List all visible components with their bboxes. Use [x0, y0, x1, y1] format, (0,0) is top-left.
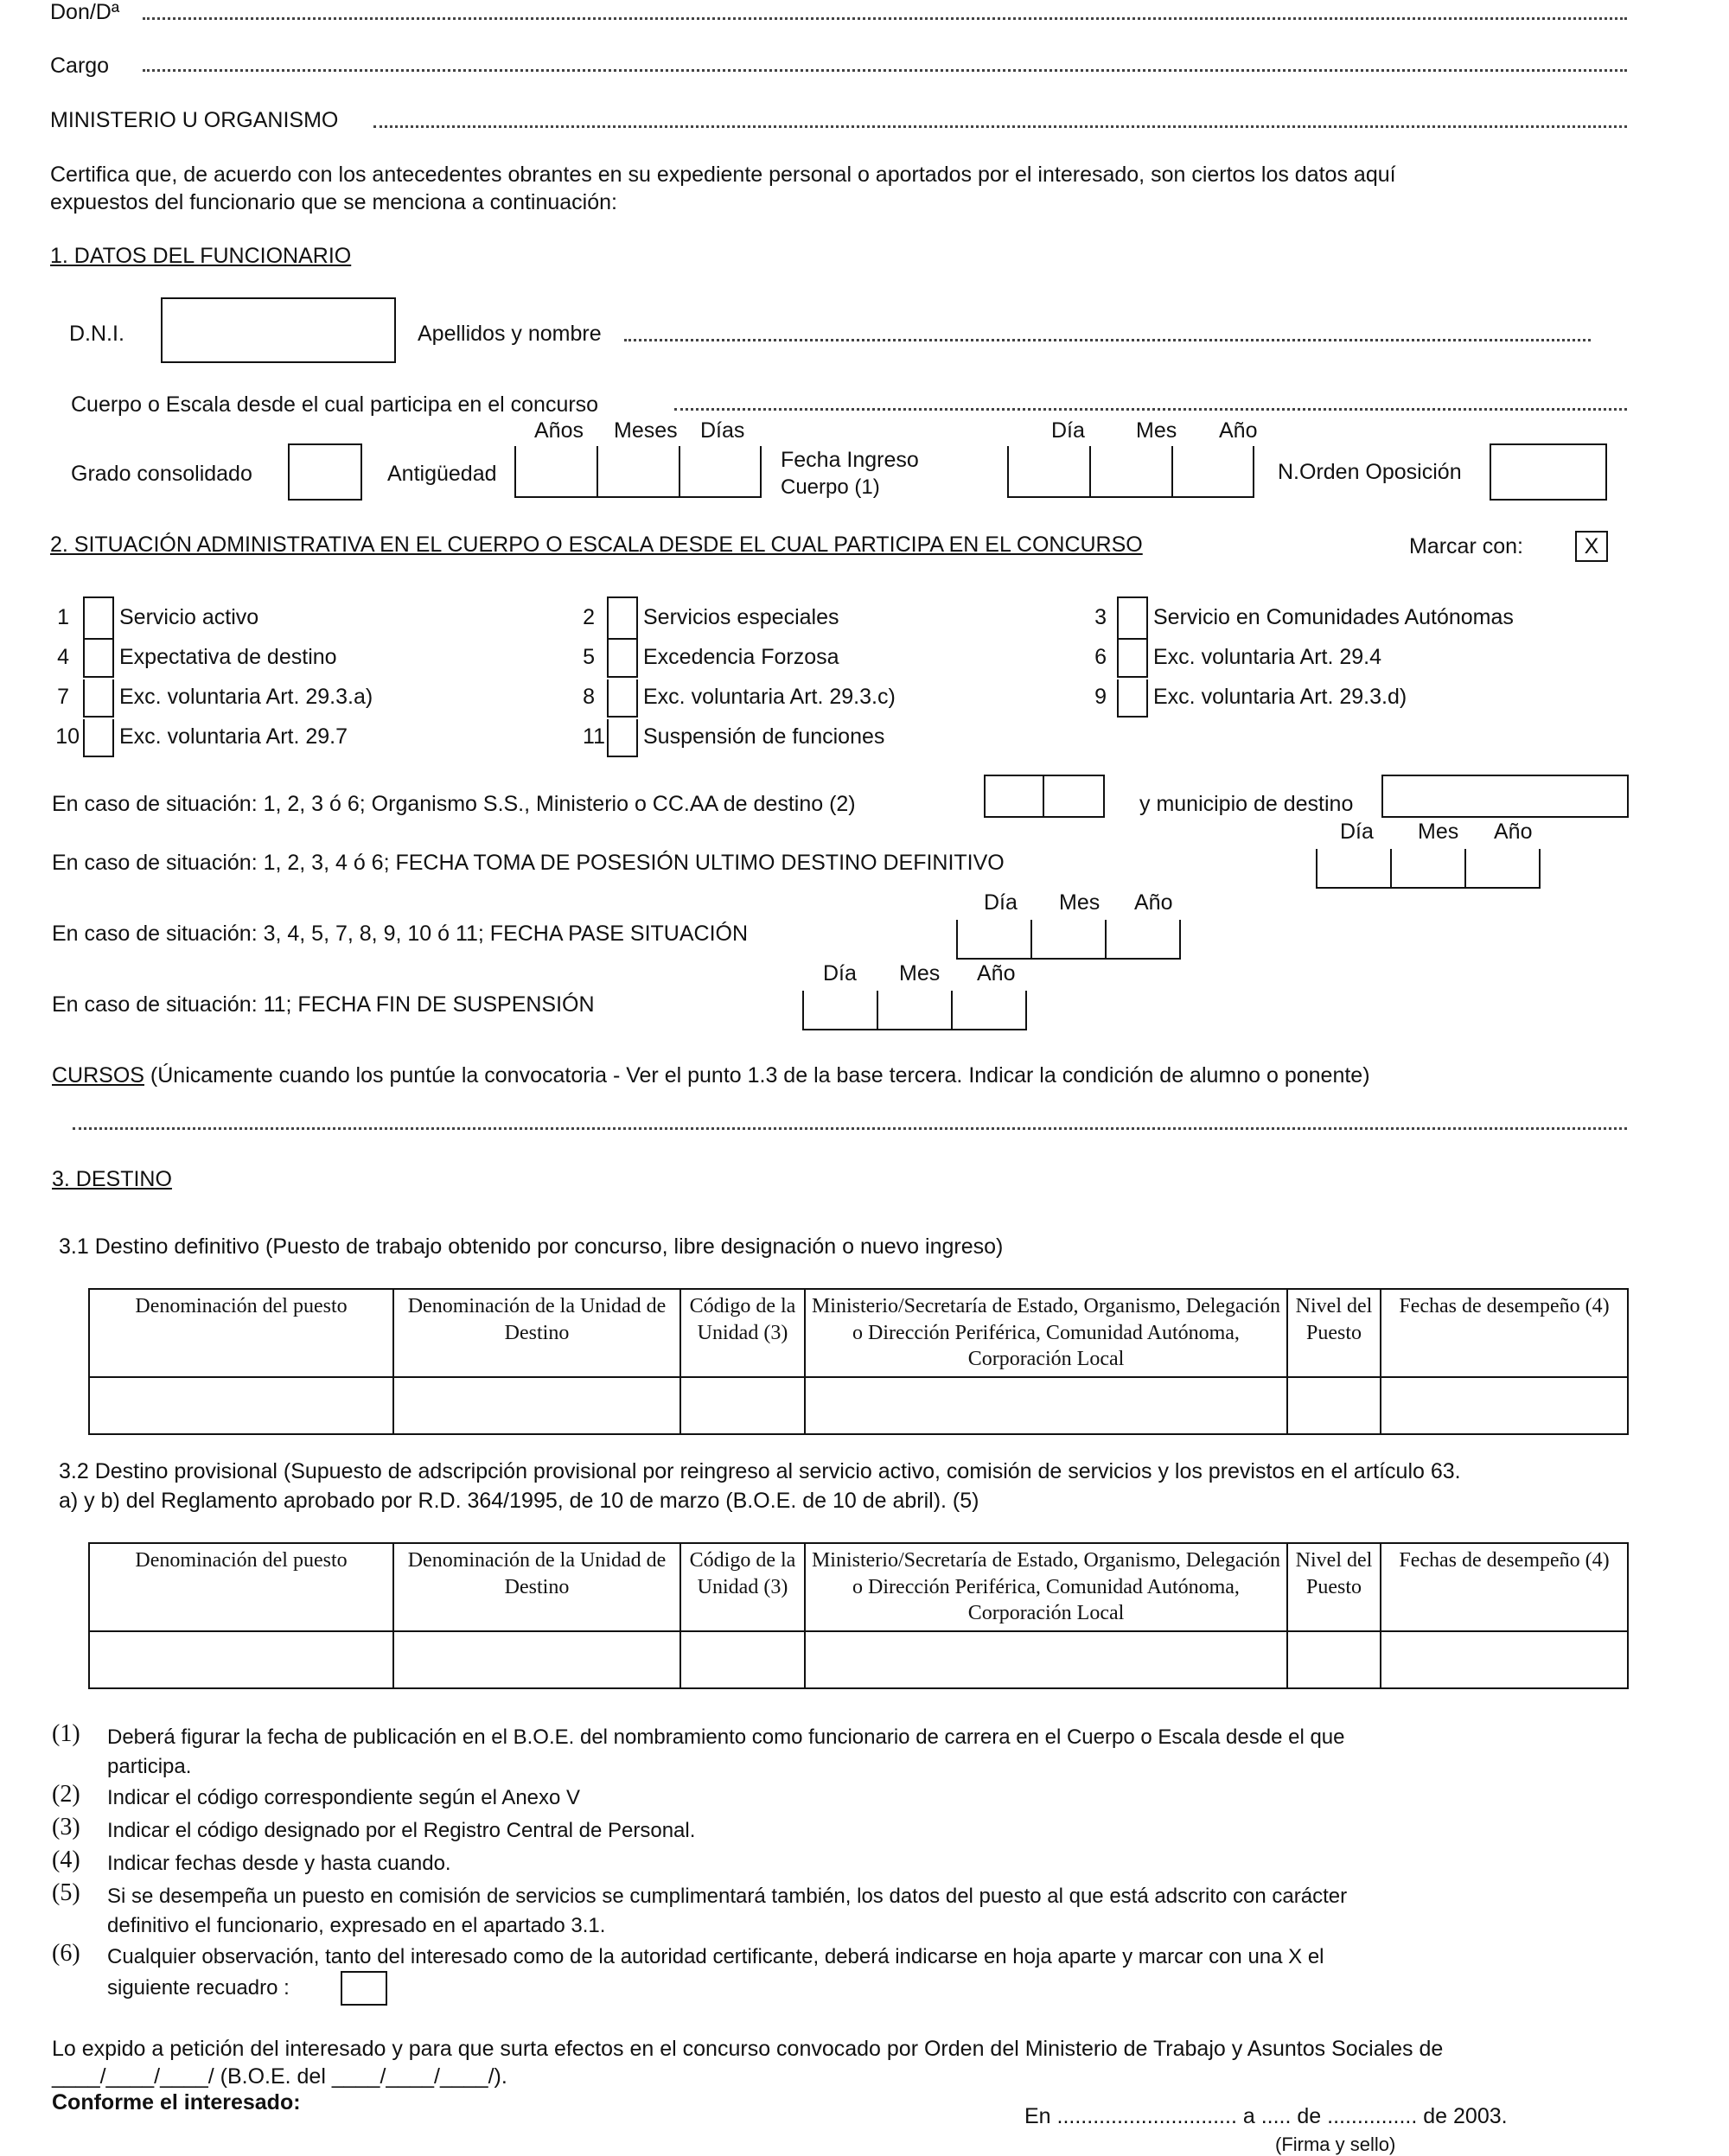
observacion-checkbox[interactable] [341, 1971, 387, 2006]
cuerpo-field[interactable] [674, 408, 1627, 411]
fecha-col-mes: Mes [1136, 418, 1177, 443]
closing-line1: Lo expido a petición del interesado y para que surta efectos en el concurso convocado por Orden del Ministerio de Trabajo y Asuntos Sociales de [52, 2037, 1444, 2061]
th-fechas-desempeno: Fechas de desempeño (4) [1381, 1289, 1628, 1377]
antiguedad-col-meses: Meses [614, 418, 678, 443]
destino-definitivo-table [88, 1288, 1629, 1435]
municipio-box[interactable] [1381, 775, 1629, 818]
footnote-6-line2: siguiente recuadro : [107, 1976, 290, 2000]
footnote-num-6: (6) [52, 1940, 80, 1967]
footnote-5-line2: definitivo el funcionario, expresado en el apartado 3.1. [107, 1914, 606, 1937]
option-num-5: 5 [583, 645, 595, 669]
checkbox-9[interactable] [1117, 679, 1148, 718]
cursos-line [52, 1063, 1370, 1088]
checkbox-4[interactable] [83, 640, 114, 678]
closing-line2: ____/____/____/ (B.O.E. del ____/____/____/). [52, 2064, 507, 2089]
cargo-label: Cargo [50, 54, 110, 78]
table-header-row [89, 1543, 1628, 1631]
organismo-code-box[interactable] [984, 775, 1105, 818]
checkbox-3[interactable] [1117, 596, 1148, 640]
option-label-4: Expectativa de destino [119, 645, 337, 669]
th-codigo-unidad: Código de la Unidad (3) [680, 1543, 805, 1631]
th-ministerio: Ministerio/Secretaría de Estado, Organismo, Delegación o Dirección Periférica, Comunidad Autónoma, Corporación Local [805, 1289, 1287, 1377]
caso1-label: En caso de situación: 1, 2, 3 ó 6; Organismo S.S., Ministerio o CC.AA de destino (2) [52, 792, 856, 816]
option-num-9: 9 [1094, 685, 1107, 709]
caso2-col-mes: Mes [1418, 820, 1459, 844]
th-unidad-destino: Denominación de la Unidad de Destino [393, 1289, 680, 1377]
cursos-text: (Únicamente cuando los puntúe la convocatoria - Ver el punto 1.3 de la base tercera. Indicar la condición de alumno o ponente) [144, 1063, 1370, 1088]
option-num-1: 1 [57, 605, 69, 629]
option-label-10: Exc. voluntaria Art. 29.7 [119, 724, 348, 749]
option-label-9: Exc. voluntaria Art. 29.3.d) [1153, 685, 1407, 709]
footnote-2-line1: Indicar el código correspondiente según el Anexo V [107, 1786, 581, 1809]
option-label-8: Exc. voluntaria Art. 29.3.c) [643, 685, 896, 709]
option-num-6: 6 [1094, 645, 1107, 669]
marcar-label: Marcar con: [1409, 534, 1523, 558]
fecha-col-dia: Día [1051, 418, 1085, 443]
fecha-ingreso-line2: Cuerpo (1) [781, 475, 880, 499]
checkbox-5[interactable] [607, 640, 638, 678]
caso3-date-boxes[interactable] [956, 920, 1181, 960]
option-num-3: 3 [1094, 605, 1107, 629]
orden-label: N.Orden Oposición [1278, 460, 1462, 484]
antiguedad-boxes[interactable] [514, 446, 762, 498]
apellidos-field[interactable] [624, 339, 1591, 341]
option-label-1: Servicio activo [119, 605, 259, 629]
th-denominacion-puesto: Denominación del puesto [89, 1543, 393, 1631]
cursos-field[interactable] [73, 1127, 1627, 1130]
municipio-label: y municipio de destino [1139, 792, 1354, 816]
th-denominacion-puesto: Denominación del puesto [89, 1289, 393, 1377]
caso4-col-mes: Mes [899, 961, 941, 986]
caso4-date-boxes[interactable] [802, 991, 1027, 1030]
th-unidad-destino: Denominación de la Unidad de Destino [393, 1543, 680, 1631]
footnote-num-5: (5) [52, 1879, 80, 1906]
caso2-col-dia: Día [1340, 820, 1374, 844]
table-header-row [89, 1289, 1628, 1377]
caso2-label: En caso de situación: 1, 2, 3, 4 ó 6; FECHA TOMA DE POSESIÓN ULTIMO DESTINO DEFINITIVO [52, 851, 1005, 875]
option-label-2: Servicios especiales [643, 605, 839, 629]
caso4-col-ano: Año [977, 961, 1016, 986]
firma-label: (Firma y sello) [1275, 2134, 1396, 2155]
checkbox-10[interactable] [83, 719, 114, 757]
antiguedad-col-anos: Años [534, 418, 584, 443]
dni-label: D.N.I. [69, 322, 124, 346]
caso3-col-dia: Día [984, 890, 1018, 915]
footnote-num-3: (3) [52, 1814, 80, 1840]
checkbox-11[interactable] [607, 719, 638, 757]
antiguedad-col-dias: Días [700, 418, 745, 443]
certifica-line1: Certifica que, de acuerdo con los antecedentes obrantes en su expediente personal o aportados por el interesado, son ciertos los datos aquí [50, 163, 1396, 187]
checkbox-2[interactable] [607, 596, 638, 640]
grado-box[interactable] [288, 443, 362, 501]
footnote-num-1: (1) [52, 1720, 80, 1747]
footnote-4-line1: Indicar fechas desde y hasta cuando. [107, 1852, 451, 1875]
footnote-3-line1: Indicar el código designado por el Registro Central de Personal. [107, 1819, 696, 1842]
footnote-6-line1: Cualquier observación, tanto del interesado como de la autoridad certificante, deberá indicarse en hoja aparte y marcar con una X el [107, 1945, 1324, 1968]
certifica-line2: expuestos del funcionario que se menciona a continuación: [50, 190, 617, 214]
section3-title: 3. DESTINO [52, 1167, 172, 1191]
option-label-7: Exc. voluntaria Art. 29.3.a) [119, 685, 373, 709]
option-num-10: 10 [55, 724, 80, 749]
marcar-example-box: X [1575, 531, 1608, 562]
checkbox-8[interactable] [607, 679, 638, 718]
section3-sub1: 3.1 Destino definitivo (Puesto de trabajo obtenido por concurso, libre designación o nuevo ingreso) [59, 1234, 1004, 1259]
fecha-ingreso-boxes[interactable] [1007, 446, 1254, 498]
table-row[interactable] [89, 1377, 1628, 1434]
footnote-num-2: (2) [52, 1781, 80, 1808]
orden-box[interactable] [1490, 443, 1607, 501]
section3-sub2-line2: a) y b) del Reglamento aprobado por R.D. 364/1995, de 10 de marzo (B.O.E. de 10 de abril). (5) [59, 1489, 979, 1513]
option-label-3: Servicio en Comunidades Autónomas [1153, 605, 1514, 629]
th-nivel-puesto: Nivel del Puesto [1287, 1289, 1381, 1377]
checkbox-1[interactable] [83, 596, 114, 640]
don-label: Don/Dª [50, 0, 120, 24]
antiguedad-label: Antigüedad [387, 462, 497, 486]
footnote-1-line2: participa. [107, 1755, 192, 1778]
conforme-label: Conforme el interesado: [52, 2090, 301, 2115]
option-num-8: 8 [583, 685, 595, 709]
caso2-date-boxes[interactable] [1316, 849, 1541, 889]
checkbox-6[interactable] [1117, 640, 1148, 678]
option-label-11: Suspensión de funciones [643, 724, 885, 749]
th-nivel-puesto: Nivel del Puesto [1287, 1543, 1381, 1631]
option-num-7: 7 [57, 685, 69, 709]
table-row[interactable] [89, 1631, 1628, 1688]
section1-title: 1. DATOS DEL FUNCIONARIO [50, 244, 352, 268]
th-codigo-unidad: Código de la Unidad (3) [680, 1289, 805, 1377]
footnote-num-4: (4) [52, 1847, 80, 1873]
footnote-5-line1: Si se desempeña un puesto en comisión de servicios se cumplimentará también, los datos del puesto al que está adscrito con carácter [107, 1885, 1348, 1908]
footnote-1-line1: Deberá figurar la fecha de publicación en el B.O.E. del nombramiento como funcionario de carrera en el Cuerpo o Escala desde el que [107, 1725, 1345, 1749]
option-num-2: 2 [583, 605, 595, 629]
th-ministerio: Ministerio/Secretaría de Estado, Organismo, Delegación o Dirección Periférica, Comunidad Autónoma, Corporación Local [805, 1543, 1287, 1631]
option-label-6: Exc. voluntaria Art. 29.4 [1153, 645, 1382, 669]
caso4-col-dia: Día [823, 961, 857, 986]
option-label-5: Excedencia Forzosa [643, 645, 839, 669]
caso4-label: En caso de situación: 11; FECHA FIN DE SUSPENSIÓN [52, 992, 595, 1017]
cursos-title: CURSOS [52, 1063, 144, 1088]
option-num-4: 4 [57, 645, 69, 669]
cuerpo-label: Cuerpo o Escala desde el cual participa en el concurso [71, 392, 599, 417]
cargo-field[interactable] [143, 69, 1627, 72]
en-fecha-line[interactable]: En .............................. a ..... de ............... de 2003. [1024, 2104, 1508, 2128]
caso3-col-mes: Mes [1059, 890, 1101, 915]
caso2-col-ano: Año [1494, 820, 1533, 844]
caso3-col-ano: Año [1134, 890, 1173, 915]
th-fechas-desempeno: Fechas de desempeño (4) [1381, 1543, 1628, 1631]
ministerio-field[interactable] [373, 125, 1627, 128]
dni-box[interactable] [161, 297, 396, 363]
option-num-11: 11 [583, 724, 605, 749]
grado-label: Grado consolidado [71, 462, 252, 486]
don-field[interactable] [143, 17, 1627, 20]
caso3-label: En caso de situación: 3, 4, 5, 7, 8, 9, 10 ó 11; FECHA PASE SITUACIÓN [52, 922, 749, 946]
apellidos-label: Apellidos y nombre [418, 322, 602, 346]
checkbox-7[interactable] [83, 679, 114, 718]
destino-provisional-table [88, 1542, 1629, 1689]
fecha-ingreso-line1: Fecha Ingreso [781, 448, 919, 472]
section3-sub2-line1: 3.2 Destino provisional (Supuesto de adscripción provisional por reingreso al servicio activo, comisión de servicios y los previstos en el artículo 63. [59, 1459, 1461, 1483]
fecha-col-ano: Año [1219, 418, 1258, 443]
ministerio-label: MINISTERIO U ORGANISMO [50, 108, 339, 132]
section2-title: 2. SITUACIÓN ADMINISTRATIVA EN EL CUERPO O ESCALA DESDE EL CUAL PARTICIPA EN EL CONCURSO [50, 533, 1143, 557]
